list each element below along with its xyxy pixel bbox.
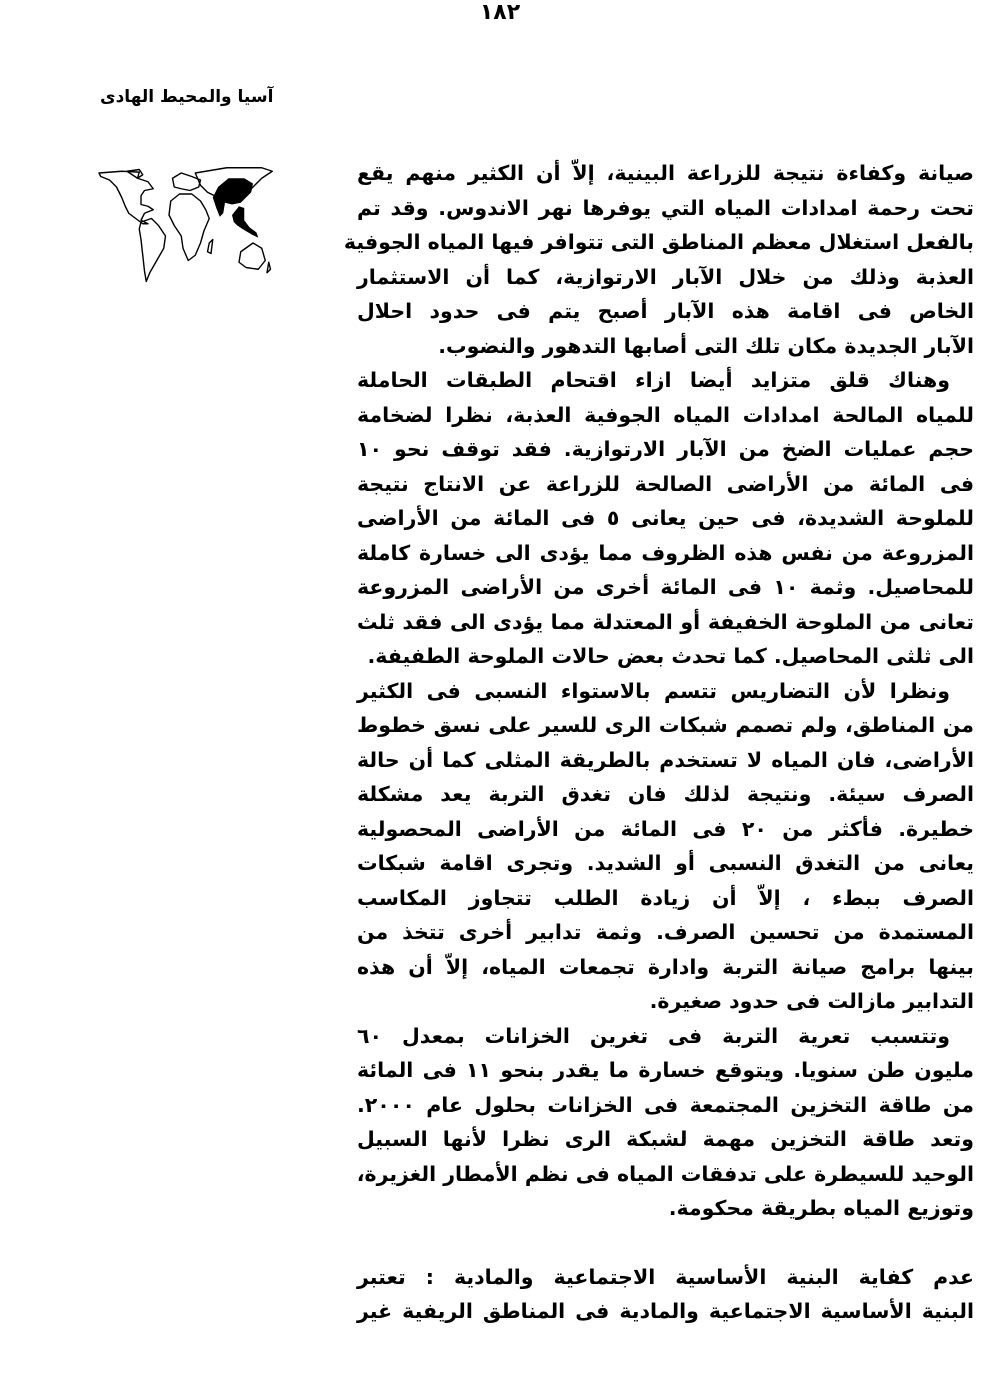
asia-pacific-highlight: [213, 178, 253, 217]
body-line: الوحيد للسيطرة على تدفقات المياه فى نظم الأمطار الغزيرة،: [356, 1161, 974, 1186]
body-line: تعانى من الملوحة الخفيفة أو المعتدلة مما يؤدى الى فقد ثلث: [357, 609, 974, 634]
body-line: المزروعة من نفس هذه الظروف مما يؤدى الى خسارة كاملة: [357, 540, 974, 565]
body-line: العذبة وذلك من خلال الآبار الارتوازية، كما أن الاستثمار: [357, 264, 974, 289]
greenland-outline: [127, 170, 143, 179]
southeast-asia-highlight: [232, 206, 258, 238]
body-line: خطيرة. فأكثر من ٢٠ فى المائة من الأراضى المحصولية: [357, 816, 974, 841]
body-line: بالفعل استغلال معظم المناطق التى تتوافر فيها المياه الجوفية: [343, 230, 974, 254]
body-line: للمحاصيل. وثمة ١٠ فى المائة أخرى من الأراضى المزروعة: [357, 575, 974, 599]
australia-outline: [239, 243, 265, 269]
body-line: للمياه المالحة امدادات المياه الجوفية العذبة، نظرا لضخامة: [357, 402, 974, 427]
body-line: الآبار الجديدة مكان تلك التى أصابها التدهور والنضوب.: [438, 333, 974, 358]
running-header: آسيا والمحيط الهادى: [100, 87, 274, 107]
body-line: تحت رحمة امدادات المياه التي يوفرها نهر الاندوس. وقد تم: [357, 195, 974, 220]
body-line: التدابير مازالت فى حدود صغيرة.: [649, 989, 974, 1013]
body-line: مليون طن سنويا. ويتوقع خسارة ما يقدر بنحو ١١ فى المائة: [357, 1058, 974, 1082]
body-line: الى ثلثى المحاصيل. كما تحدث بعض حالات الملوحة الطفيفة.: [367, 644, 974, 668]
section-gap: [357, 1226, 974, 1260]
body-line: البنية الأساسية الاجتماعية والمادية فى المناطق الريفية غير: [357, 1299, 974, 1323]
body-line: صيانة وكفاءة نتيجة للزراعة البينية، إلاّ أن الكثير منهم يقع: [357, 161, 974, 185]
body-line: للملوحة الشديدة، فى حين يعانى ٥ فى المائة من الأراضى: [357, 506, 974, 530]
body-line: من طاقة التخزين المجتمعة فى الخزانات بحلول عام ٢٠٠٠.: [357, 1092, 974, 1117]
section-text: تعتبر: [357, 1264, 406, 1289]
section-first-line: [357, 1260, 974, 1295]
south-america-outline: [139, 219, 165, 282]
madagascar-outline: [208, 240, 213, 254]
body-line: الأراضى، فان المياه لا تستخدم بالطريقة المثلى كما أن حالة: [357, 747, 974, 772]
body-line: يعانى من التغدق النسبى أو الشديد. وتجرى اقامة شبكات: [357, 851, 974, 875]
body-line: وتعد طاقة التخزين مهمة لشبكة الرى نظرا لأنها السبيل: [357, 1127, 974, 1151]
body-line: من المناطق، ولم تصمم شبكات الرى للسير على نسق خطوط: [357, 713, 974, 737]
body-line: بينها برامج صيانة التربة وادارة تجمعات المياه، إلاّ أن هذه: [357, 954, 974, 979]
body-line: فى المائة من الأراضى الصالحة للزراعة عن الانتاج نتيجة: [357, 471, 974, 496]
section-heading: عدم كفاية البنية الأساسية الاجتماعية والمادية :: [425, 1264, 975, 1289]
body-line: الخاص فى اقامة هذه الآبار أصبح يتم فى حدود احلال: [357, 299, 974, 323]
paragraph-start: ونظرا لأن التضاريس تتسم بالاستواء النسبى فى الكثير: [357, 678, 950, 703]
body-line: الصرف سيئة. ونتيجة لذلك فان تغدق التربة يعد مشكلة: [357, 782, 974, 806]
body-line: المستمدة من تحسين الصرف. وثمة تدابير أخرى تتخذ من: [357, 920, 974, 944]
article-body: [343, 156, 975, 1329]
body-line: وتوزيع المياه بطريقة محكومة.: [668, 1196, 974, 1220]
page-number: ١٨٢: [479, 0, 521, 25]
paragraph-start: وهناك قلق متزايد أيضا ازاء اقتحام الطبقات الحاملة: [357, 368, 950, 392]
north-america-outline: [99, 171, 153, 224]
new-zealand-outline: [267, 262, 271, 273]
paragraph-start: وتتسبب تعرية التربة فى تغرين الخزانات بمعدل ٦٠: [357, 1023, 950, 1048]
world-map-icon: [78, 152, 288, 292]
body-line: الصرف ببطء ، إلاّ أن زيادة الطلب تتجاوز المكاسب: [357, 885, 974, 910]
africa-outline: [169, 194, 209, 261]
body-line: حجم عمليات الضخ من الآبار الارتوازية. فقد توقف نحو ١٠: [357, 437, 974, 461]
